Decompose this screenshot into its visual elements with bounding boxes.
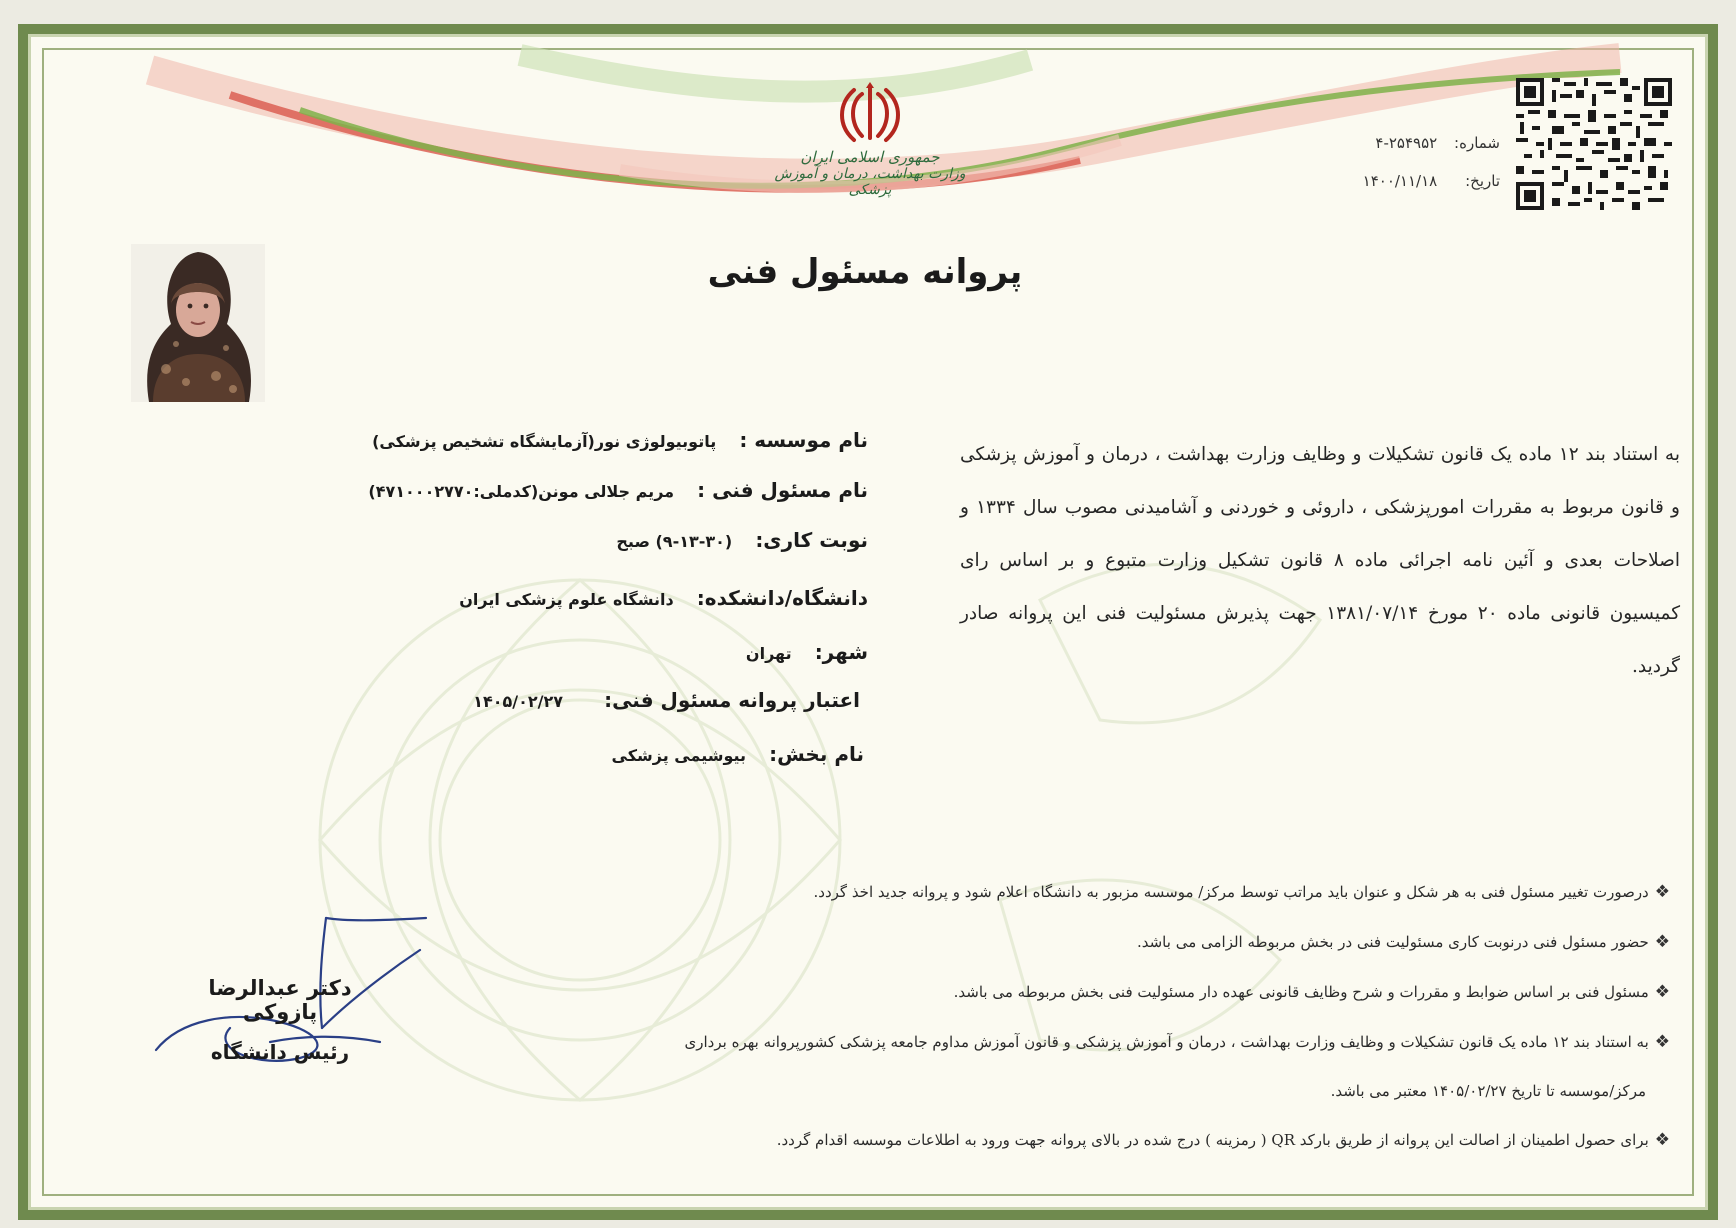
bullet-icon: ❖ <box>1654 932 1670 952</box>
bullet-icon: ❖ <box>1654 882 1670 902</box>
field-value: ۱۴۰۵/۰۲/۲۷ <box>473 692 563 711</box>
note-item: ❖به استناد بند ۱۲ ماده یک قانون تشکیلات و وظایف وزارت بهداشت ، درمان و آموزش پزشکی و قانون آموزش مداوم جامعه پزشکی کشورپروانه بهره برداری <box>684 1032 1670 1052</box>
ministry-name: وزارت بهداشت، درمان و آموزش پزشکی <box>774 166 966 198</box>
field-label: نام مسئول فنی : <box>697 478 868 502</box>
field-university <box>459 586 868 610</box>
field-shift <box>616 528 868 552</box>
date-value: ۱۴۰۰/۱۱/۱۸ <box>1362 172 1438 190</box>
note-item: ❖مسئول فنی بر اساس ضوابط و مقررات و شرح وظایف قانونی عهده دار مسئولیت فنی بخش مربوطه می باشد. <box>953 982 1670 1002</box>
iran-emblem-icon <box>838 80 902 146</box>
field-value: (۳۰-۱۳-۹) صبح <box>616 532 733 551</box>
republic-name: جمهوری اسلامی ایران <box>800 148 940 166</box>
field-label: نام موسسه : <box>739 428 868 452</box>
field-city <box>746 640 868 664</box>
field-institution <box>372 428 868 452</box>
qr-code-icon <box>1516 78 1672 210</box>
field-validity <box>473 688 860 712</box>
field-label: نام بخش: <box>769 742 864 766</box>
intro-paragraph: به استناد بند ۱۲ ماده یک قانون تشکیلات و وظایف وزارت بهداشت ، درمان و آموزش پزشکی و قانون مربوط به مقررات امورپزشکی ، داروئی و خوردنی و آشامیدنی مصوب سال ۱۳۳۴ و اصلاحات بعدی و آئین نامه اجرائی ماده ۸ قانون تشکیل وزارت متبوع و بر اساس رای کمیسیون قانونی ماده ۲۰ مورخ ۱۳۸۱/۰۷/۱۴ جهت پذیرش مسئولیت فنی این پروانه صادر گردید. <box>960 444 1681 677</box>
bullet-icon: ❖ <box>1654 982 1670 1002</box>
certificate-date <box>1260 172 1500 190</box>
note-item: ❖برای حصول اطمینان از اصالت این پروانه از طریق بارکد QR ( رمزینه ) درج شده در بالای پروانه جهت ورود به اطلاعات موسسه اقدام گردد. <box>776 1130 1670 1150</box>
bullet-icon: ❖ <box>1654 1032 1670 1052</box>
note-item: ❖حضور مسئول فنی درنوبت کاری مسئولیت فنی در بخش مربوطه الزامی می باشد. <box>1136 932 1670 952</box>
note-continuation: مرکز/موسسه تا تاریخ ۱۴۰۵/۰۲/۲۷ معتبر می باشد. <box>1330 1082 1646 1100</box>
field-value: تهران <box>745 644 792 663</box>
field-label: دانشگاه/دانشکده: <box>696 586 868 610</box>
bullet-icon: ❖ <box>1654 1130 1670 1150</box>
number-value: ۴-۲۵۴۹۵۲ <box>1375 134 1438 152</box>
note-item: ❖درصورت تغییر مسئول فنی به هر شکل و عنوان باید مراتب توسط مرکز/ موسسه مزبور به دانشگاه اعلام شود و پروانه جدید اخذ گردد. <box>813 882 1670 902</box>
field-value: بیوشیمی پزشکی <box>611 746 747 765</box>
certificate-title: پروانه مسئول فنی <box>707 252 1023 292</box>
field-value: پاتوبیولوژی نور(آزمایشگاه تشخیص پزشکی) <box>372 432 717 451</box>
certificate-number <box>1260 134 1500 152</box>
field-value: دانشگاه علوم پزشکی ایران <box>459 590 674 609</box>
field-value: مریم جلالی مونن(کدملی:۴۷۱۰۰۰۲۷۷۰) <box>368 482 675 501</box>
signer-name: دکتر عبدالرضا پازوکی <box>208 976 352 1024</box>
signer-role: رئیس دانشگاه <box>210 1040 350 1064</box>
signer-block <box>170 976 390 1064</box>
field-label: اعتبار پروانه مسئول فنی: <box>604 688 860 712</box>
field-technical-manager <box>368 478 868 502</box>
holder-photo <box>131 244 265 402</box>
ministry-emblem-block <box>760 80 980 198</box>
field-label: نوبت کاری: <box>755 528 868 552</box>
date-label: تاریخ: <box>1465 172 1500 190</box>
field-label: شهر: <box>814 640 868 664</box>
number-label: شماره: <box>1454 134 1500 152</box>
field-department <box>612 742 864 766</box>
